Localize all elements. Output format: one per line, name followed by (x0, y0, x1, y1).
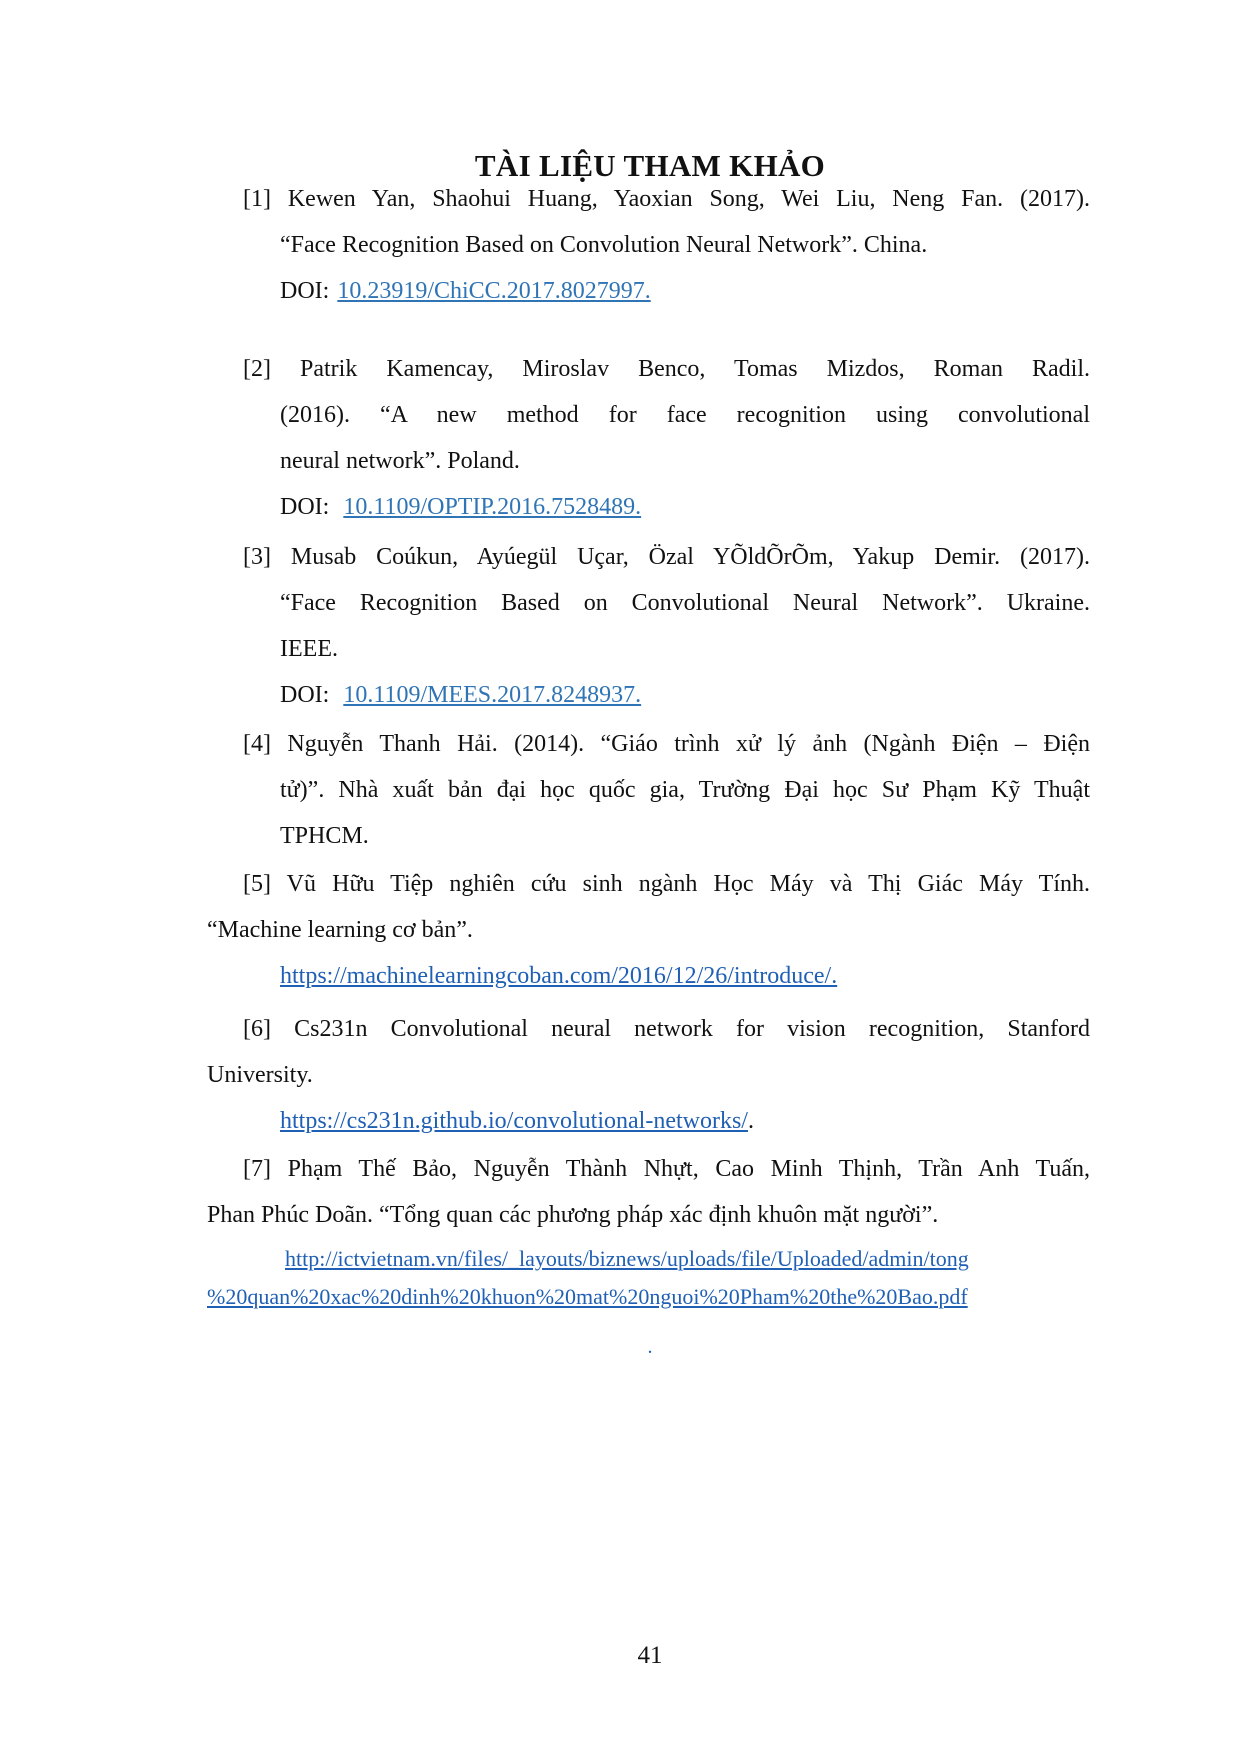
page-title: TÀI LIỆU THAM KHẢO (474, 148, 826, 183)
reference-line: University. (207, 1062, 313, 1088)
reference-url-link-part-2[interactable]: %20quan%20xac%20dinh%20khuon%20mat%20nguoi%20Pham%20the%20Bao.pdf (207, 1284, 968, 1309)
doi-link[interactable]: 10.1109/OPTIP.2016.7528489. (343, 494, 642, 520)
reference-line: Phan Phúc Doãn. “Tổng quan các phương pháp xác định khuôn mặt người”. (207, 1202, 939, 1228)
reference-line: “Face Recognition Based on Convolution Neural Network”. China. (280, 232, 928, 258)
reference-7-url (207, 1240, 1090, 1316)
reference-1 (207, 176, 1090, 314)
url-line (207, 1278, 1090, 1316)
reference-line: “Face Recognition Based on Convolutional Neural Network”. Ukraine. (280, 590, 1090, 616)
reference-4 (207, 721, 1090, 859)
doi-line (207, 484, 1090, 530)
reference-url-link[interactable]: https://machinelearningcoban.com/2016/12/26/introduce/. (280, 963, 838, 989)
reference-line: tử)”. Nhà xuất bản đại học quốc gia, Trường Đại học Sư Phạm Kỹ Thuật (280, 777, 1090, 803)
reference-line: [7] Phạm Thế Bảo, Nguyễn Thành Nhựt, Cao Minh Thịnh, Trần Anh Tuấn, (243, 1156, 1090, 1182)
doi-label: DOI: (280, 682, 330, 708)
reference-line: [2] Patrik Kamencay, Miroslav Benco, Tomas Mizdos, Roman Radil. (243, 356, 1090, 382)
reference-7 (207, 1146, 1090, 1238)
reference-line: [3] Musab Coúkun, Ayúegül Uçar, Özal YÕldÕrÕm, Yakup Demir. (2017). (243, 544, 1090, 570)
reference-line: (2016). “A new method for face recognition using convolutional (280, 402, 1090, 428)
doi-label: DOI: (280, 494, 330, 520)
reference-5 (207, 861, 1090, 999)
reference-6 (207, 1006, 1090, 1144)
reference-line: [4] Nguyễn Thanh Hải. (2014). “Giáo trình xử lý ảnh (Ngành Điện – Điện (243, 731, 1090, 757)
url-line (207, 1098, 1090, 1144)
reference-line: “Machine learning cơ bản”. (207, 917, 473, 943)
reference-line: [6] Cs231n Convolutional neural network for vision recognition, Stanford (243, 1016, 1090, 1042)
url-trailing-period: . (747, 1108, 754, 1134)
reference-line: [5] Vũ Hữu Tiệp nghiên cứu sinh ngành Học Máy và Thị Giác Máy Tính. (243, 871, 1090, 897)
doi-label: DOI: (280, 278, 330, 304)
reference-line: neural network”. Poland. (280, 448, 520, 474)
reference-2 (207, 346, 1090, 530)
reference-line: IEEE. (280, 636, 338, 662)
doi-link[interactable]: 10.1109/MEES.2017.8248937. (343, 682, 642, 708)
page-number: 41 (637, 1642, 663, 1669)
reference-3 (207, 534, 1090, 718)
reference-url-link[interactable]: https://cs231n.github.io/convolutional-networks/ (280, 1108, 748, 1134)
reference-url-link-part-1[interactable]: http://ictvietnam.vn/files/_layouts/biznews/uploads/file/Uploaded/admin/tong (285, 1246, 969, 1271)
doi-line (207, 268, 1090, 314)
reference-line: TPHCM. (280, 823, 369, 849)
doi-link[interactable]: 10.23919/ChiCC.2017.8027997. (337, 278, 651, 304)
url-line (207, 953, 1090, 999)
reference-line: [1] Kewen Yan, Shaohui Huang, Yaoxian Song, Wei Liu, Neng Fan. (2017). (243, 186, 1090, 212)
url-trailing-period: . (647, 1336, 653, 1358)
doi-line (207, 672, 1090, 718)
url-line (207, 1240, 1090, 1278)
